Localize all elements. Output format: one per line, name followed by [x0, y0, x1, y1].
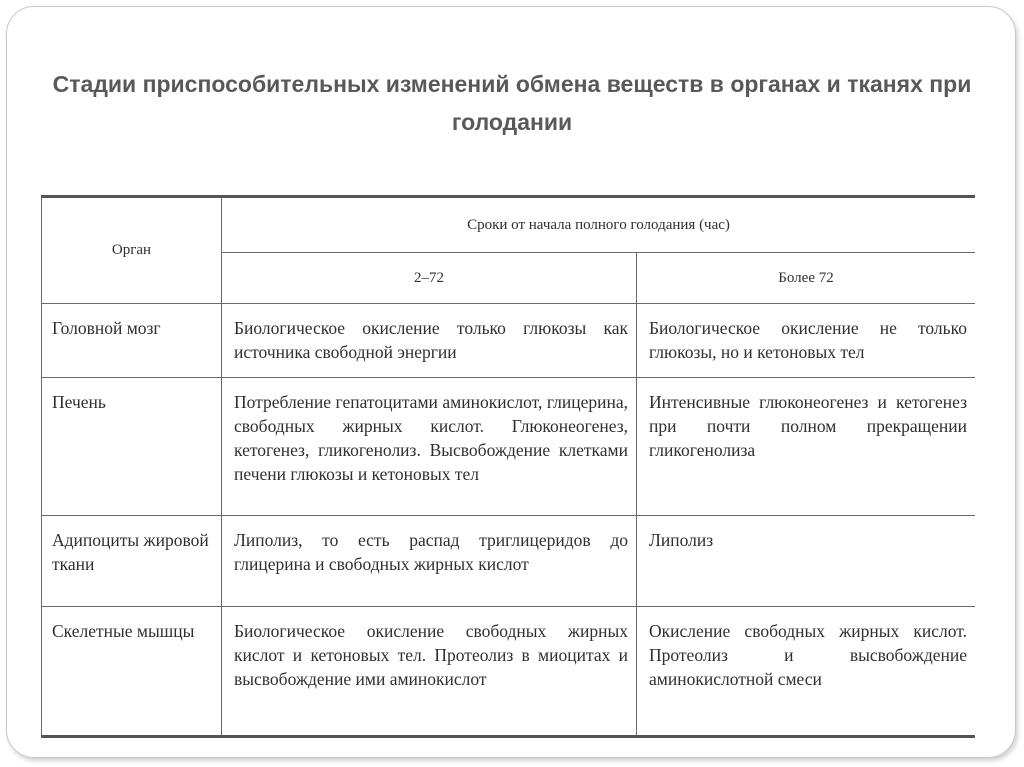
late-stage-cell: Окисление свободных жирных кислот. Протеолиз и высвобождение аминокислотной смеси: [637, 607, 976, 737]
late-stage-cell: Липолиз: [637, 516, 976, 607]
late-stage-cell: Интенсивные глюконеогенез и кетогенез при почти полном прекращении гликогенолиза: [637, 378, 976, 516]
early-stage-cell: Липолиз, то есть распад триглицеридов до глицерина и свободных жирных кислот: [222, 516, 637, 607]
early-stage-cell: Биологическое окисление только глюкозы как источника свободной энергии: [222, 304, 637, 378]
organ-cell: Головной мозг: [42, 304, 222, 378]
organ-cell: Печень: [42, 378, 222, 516]
header-period: Сроки от начала полного голодания (час): [222, 197, 976, 253]
organ-cell: Адипоциты жировой ткани: [42, 516, 222, 607]
header-col-2-72: 2–72: [222, 253, 637, 304]
table-row: [42, 516, 976, 607]
early-stage-cell: Потребление гепатоцитами аминокислот, глицерина, свободных жирных кислот. Глюконеогенез, кетогенез, гликогенолиз. Высвобождение клетками печени глюкозы и кетоновых тел: [222, 378, 637, 516]
starvation-table: [41, 195, 975, 738]
organ-cell: Скелетные мышцы: [42, 607, 222, 737]
slide: [6, 6, 1016, 758]
table-row: [42, 607, 976, 737]
header-organ: Орган: [42, 197, 222, 304]
slide-title: Стадии приспособительных изменений обмена веществ в органах и тканях при голодании: [52, 71, 972, 135]
table-row: [42, 304, 976, 378]
late-stage-cell: Биологическое окисление не только глюкозы, но и кетоновых тел: [637, 304, 976, 378]
header-col-over-72: Более 72: [637, 253, 976, 304]
early-stage-cell: Биологическое окисление свободных жирных кислот и кетоновых тел. Протеолиз в миоцитах и высвобождение ими аминокислот: [222, 607, 637, 737]
table-row: [42, 378, 976, 516]
table-container: [41, 195, 975, 741]
